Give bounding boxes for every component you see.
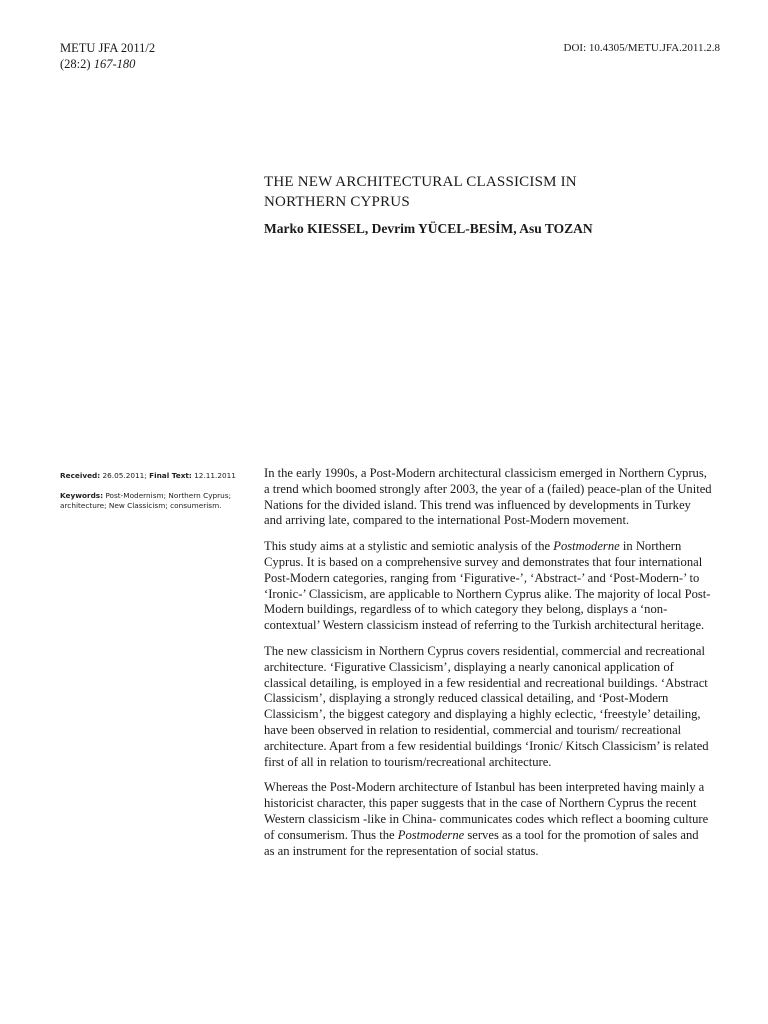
article-title (264, 172, 714, 212)
journal-name: METU JFA 2011/2 (60, 41, 156, 55)
article-metadata (60, 471, 250, 521)
paragraph-4-text-a: Whereas the Post-Modern architecture of Istanbul has been interpreted having mainly a historicist character, this paper suggests that in the case of Northern Cyprus the recent Western classicism -like in China- communicates codes which reflect a booming culture of consumerism. Thus the (264, 780, 709, 842)
abstract-body (264, 466, 712, 869)
volume-number: (28:2) (60, 57, 91, 71)
paragraph-2-text-b: in Northern Cyprus. It is based on a comprehensive survey and demonstrates that four international Post-Modern categories, ranging from ‘Figurative-’, ‘Abstract-’ and ‘Post-Modern-’ to ‘Ironic-’ Classicism, are applicable to Northern Cyprus alike. The majority of local Post-Modern buildings, regardless of to which category they belong, displays a ‘non-contextual’ Western classicism instead of referring to the Turkish architectural heritage. (264, 539, 711, 633)
keywords (60, 491, 250, 511)
final-text-label: Final Text: (149, 471, 192, 480)
postmoderne-term: Postmoderne (397, 827, 465, 842)
page-range: 167-180 (93, 57, 136, 71)
author-list: Marko KIESSEL, Devrim YÜCEL-BESİM, Asu TOZAN (264, 221, 593, 236)
keywords-text: Post-Modernism; Northern Cyprus; architecture; New Classicism; consumerism. (60, 491, 232, 510)
keywords-label: Keywords: (60, 491, 104, 500)
abstract-paragraph-1: In the early 1990s, a Post-Modern architectural classicism emerged in Northern Cyprus, a trend which boomed strongly after 2003, the year of a (failed) peace-plan of the United Nations for the divided island. This trend was influenced by developments in Turkey and arriving late, compared to the international Post-Modern movement. (264, 466, 712, 528)
abstract-paragraph-3: The new classicism in Northern Cyprus covers residential, commercial and recreational architecture. ‘Figurative Classicism’, displaying a nearly canonical application of classical detailing, is employed in a few residential and recreational buildings. ‘Abstract Classicism’, displaying a strongly reduced classical detailing, and ‘Post-Modern Classicism’, the biggest category and displaying a highly eclectic, ‘freestyle’ detailing, have been observed in relation to residential, commercial and tourism/ recreational architecture. Apart from a few residential buildings ‘Ironic/ Kitsch Classicism’ is related first of all in relation to tourism/recreational architecture. (264, 643, 709, 769)
doi-reference: DOI: 10.4305/METU.JFA.2011.2.8 (563, 42, 720, 54)
volume-pages (60, 56, 155, 72)
paragraph-4-text-b: serves as a tool for the promotion of sales and as an instrument for the representation of social status. (264, 827, 699, 858)
postmoderne-term: Postmoderne (553, 539, 620, 554)
final-text-date: 12.11.2011 (191, 471, 236, 480)
title-line-1: THE NEW ARCHITECTURAL CLASSICISM IN (264, 174, 577, 190)
title-line-2: NORTHERN CYPRUS (264, 194, 410, 210)
paragraph-2-text-a: This study aims at a stylistic and semiotic analysis of the (264, 539, 554, 554)
received-dates (60, 471, 250, 481)
received-label: Received: (60, 471, 101, 480)
abstract-paragraph-4 (264, 780, 712, 859)
journal-reference (60, 40, 155, 72)
received-date: 26.05.2011; (100, 471, 150, 480)
abstract-paragraph-2 (264, 539, 712, 634)
article-heading (264, 172, 714, 238)
